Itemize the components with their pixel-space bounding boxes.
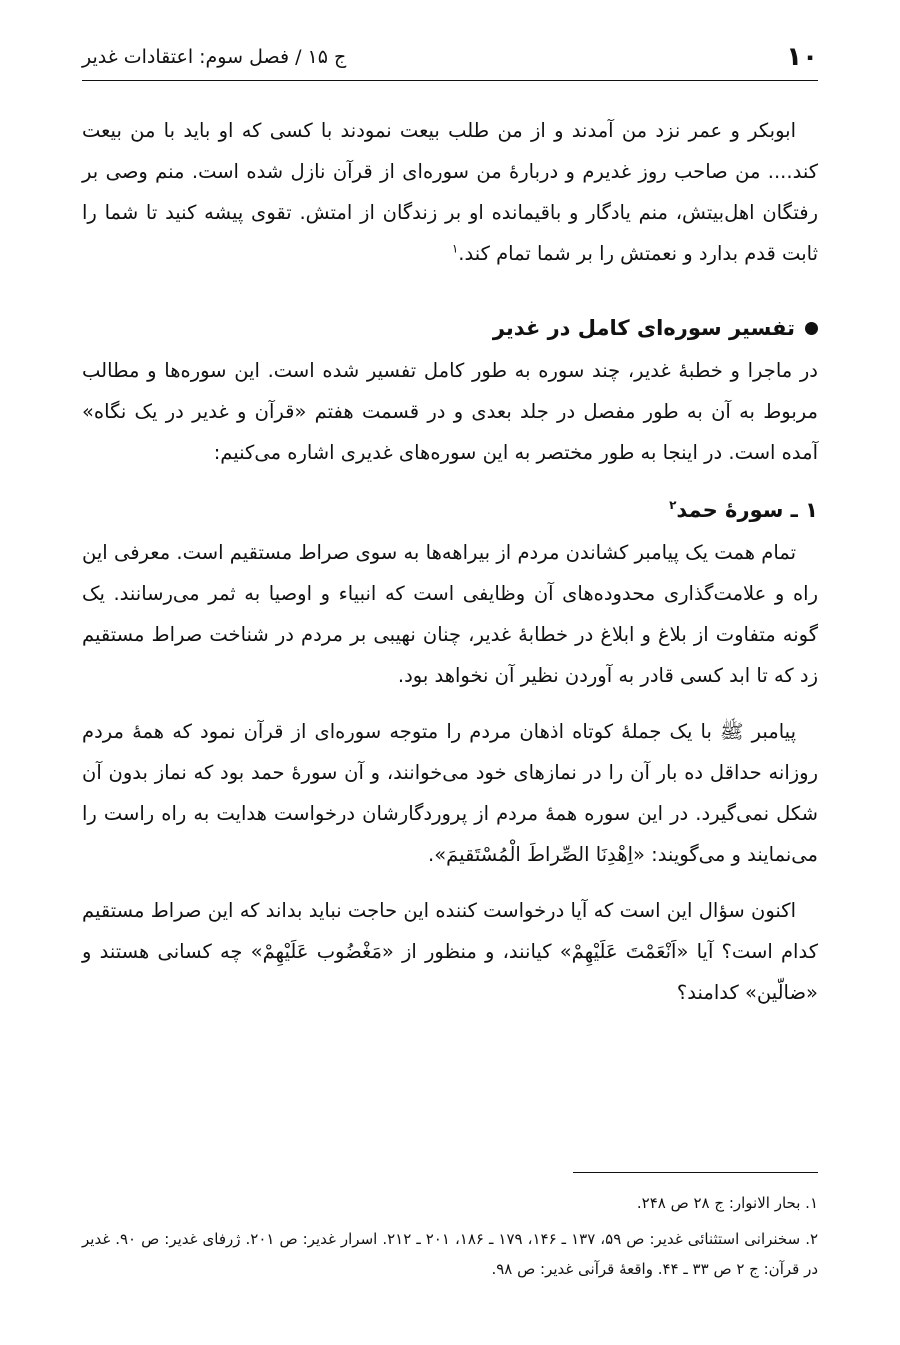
- section-heading: [82, 306, 818, 350]
- paragraph-quote: [82, 110, 818, 274]
- paragraph: پیامبر ﷺ با یک جملهٔ کوتاه اذهان مردم را متوجه سوره‌ای از قرآن نمود که همهٔ مردم روزانه حداقل ده بار آن را در نمازهای خود می‌خوانند، و آن سورهٔ حمد بود که نماز بدون آن شکل نمی‌گیرد. در این سوره همهٔ مردم از پروردگارشان درخواست هدایت به راه راست را می‌نمایند و می‌گویند: «اِهْدِنَا الصِّراطَ الْمُسْتَقیمَ».: [82, 720, 818, 866]
- footnote-ref: ۲: [669, 498, 677, 512]
- footnote: ۱. بحار الانوار: ج ۲۸ ص ۲۴۸.: [636, 1194, 818, 1212]
- paragraph-intro: در ماجرا و خطبهٔ غدیر، چند سوره به طور کامل تفسیر شده است. این سوره‌ها و مطالب مربوط به آن به طور مفصل در جلد بعدی و در قسمت هفتم «قرآن و غدیر در یک نگاه» آمده است. در اینجا به طور مختصر به این سوره‌های غدیری اشاره می‌کنیم:: [82, 359, 818, 464]
- running-head: ج ۱۵ / فصل سوم: اعتقادات غدیر: [82, 46, 347, 68]
- subsection-heading: [82, 488, 818, 532]
- footnote: ۲. سخنرانی استثنائی غدیر: ص ۵۹، ۱۳۷ ـ ۱۴۶، ۱۷۹ ـ ۱۸۶، ۲۰۱ ـ ۲۱۲. اسرار غدیر: ص ۲۰۱. ژرفای غدیر: ص ۹۰. غدیر در قرآن: ج ۲ ص ۳۳ ـ ۴۴. واقعهٔ قرآنی غدیر: ص ۹۸.: [82, 1230, 819, 1278]
- bullet-icon: [805, 322, 818, 335]
- paragraph: تمام همت یک پیامبر کشاندن مردم از بیراهه‌ها به سوی صراط مستقیم است. معرفی این راه و علامت‌گذاری محدوده‌های آن وظایفی است که انبیاء و اوصیا به ثمر می‌رسانند. یک گونه متفاوت از بلاغ و ابلاغ در خطابهٔ غدیر، چنان نهیبی بر مردم در شناخت صراط مستقیم زد که تا ابد کسی قادر به آوردن نظیر آن نخواهد بود.: [82, 541, 818, 687]
- footnotes: [82, 1188, 818, 1290]
- footnote-ref: ۱: [451, 241, 459, 256]
- paragraph-text: ابوبکر و عمر نزد من آمدند و از من طلب بیعت نمودند با کسی که او باید با من بیعت کند.... من صاحب روز غدیرم و دربارهٔ من سوره‌ای از قرآن نازل شده است. منم وصی بر رفتگان اهل‌بیتش، منم یادگار و باقیمانده او بر زندگان از امتش. تقوی پیشه کنید تا شما را ثابت قدم بدارد و نعمتش را بر شما تمام کند.: [82, 119, 818, 265]
- page-number: ۱۰: [786, 42, 818, 72]
- paragraph: اکنون سؤال این است که آیا درخواست کننده این حاجت نباید بداند که این صراط مستقیم کدام است؟ آیا «اَنْعَمْتَ عَلَیْهِمْ» کیانند، و منظور از «مَغْضُوب عَلَیْهِمْ» چه کسانی هستند و «ضالّین» کدامند؟: [82, 899, 818, 1004]
- footnote-divider: [573, 1172, 818, 1173]
- subsection-title: ۱ ـ سورهٔ حمد: [676, 498, 818, 522]
- section-title: تفسیر سوره‌ای کامل در غدیر: [492, 316, 795, 340]
- page-header: [82, 34, 818, 81]
- page-body: [82, 110, 818, 1028]
